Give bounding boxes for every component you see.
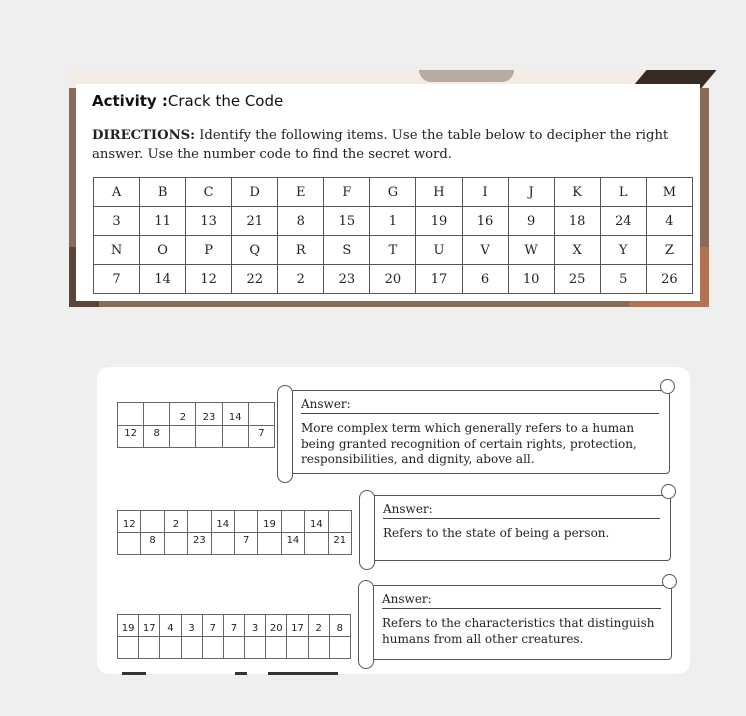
puzzle-grid-cell[interactable]: 12 [118, 425, 144, 448]
puzzle-grid-cell[interactable]: 7 [234, 533, 257, 555]
cipher-number-cell: 12 [186, 265, 232, 294]
puzzle-grid-cell[interactable]: 19 [118, 615, 139, 637]
cipher-number-cell: 17 [416, 265, 462, 294]
cipher-number-row [94, 265, 693, 294]
puzzle-grid-cell[interactable] [170, 425, 196, 448]
cipher-number-cell: 6 [462, 265, 508, 294]
cipher-number-cell: 14 [140, 265, 186, 294]
puzzle-2-clue: Refers to the state of being a person. [383, 526, 610, 540]
cipher-letter-cell: V [462, 236, 508, 265]
puzzle-grid-cell[interactable]: 19 [258, 511, 281, 533]
puzzle-grid-cell[interactable] [328, 511, 351, 533]
cipher-number-cell: 20 [370, 265, 416, 294]
cipher-letter-cell: E [278, 178, 324, 207]
cipher-letter-cell: M [646, 178, 692, 207]
cipher-number-cell: 15 [324, 207, 370, 236]
puzzle-1-scroll [284, 390, 670, 474]
activity-title [92, 92, 283, 110]
puzzle-grid-cell[interactable] [141, 511, 164, 533]
cipher-number-cell: 10 [508, 265, 554, 294]
cipher-number-cell: 13 [186, 207, 232, 236]
cipher-number-cell: 11 [140, 207, 186, 236]
puzzle-grid-row [118, 403, 275, 426]
cipher-letter-cell: W [508, 236, 554, 265]
cipher-number-cell: 3 [94, 207, 140, 236]
puzzle-grid-cell[interactable]: 3 [245, 615, 266, 637]
puzzle-grid-cell[interactable]: 14 [305, 511, 328, 533]
puzzle-grid-cell[interactable] [139, 637, 160, 659]
cipher-letter-cell: S [324, 236, 370, 265]
cipher-number-cell: 22 [232, 265, 278, 294]
puzzle-grid-cell[interactable]: 14 [281, 533, 304, 555]
puzzle-grid-row [118, 511, 352, 533]
cipher-number-cell: 23 [324, 265, 370, 294]
cipher-letter-cell: Z [646, 236, 692, 265]
puzzle-grid-cell[interactable]: 2 [170, 403, 196, 426]
puzzle-grid-cell[interactable] [118, 533, 141, 555]
cipher-number-cell: 8 [278, 207, 324, 236]
cipher-letter-cell: T [370, 236, 416, 265]
puzzle-grid-cell[interactable] [287, 637, 308, 659]
puzzle-grid-cell[interactable] [266, 637, 287, 659]
background-fragment [235, 672, 247, 675]
cipher-number-cell: 24 [600, 207, 646, 236]
puzzle-grid-cell[interactable]: 8 [144, 425, 170, 448]
cipher-letter-cell: F [324, 178, 370, 207]
puzzle-grid-cell[interactable]: 7 [248, 425, 274, 448]
cipher-letter-cell: N [94, 236, 140, 265]
cipher-number-cell: 4 [646, 207, 692, 236]
puzzle-3-answer-line[interactable] [382, 608, 661, 609]
cipher-letter-cell: Q [232, 236, 278, 265]
puzzle-1-grid [117, 402, 275, 448]
scroll-curl-icon [661, 484, 676, 499]
puzzle-grid-cell[interactable] [248, 403, 274, 426]
puzzle-grid-cell[interactable] [258, 533, 281, 555]
puzzle-grid-cell[interactable] [245, 637, 266, 659]
puzzle-grid-cell[interactable]: 20 [266, 615, 287, 637]
puzzle-grid-cell[interactable]: 8 [141, 533, 164, 555]
puzzle-2-answer-label: Answer: [383, 502, 433, 516]
puzzle-grid-cell[interactable]: 14 [222, 403, 248, 426]
cipher-number-cell: 1 [370, 207, 416, 236]
scroll-curl-icon [660, 379, 675, 394]
puzzle-grid-cell[interactable]: 4 [160, 615, 181, 637]
puzzle-grid-row [118, 637, 351, 659]
puzzle-3-grid [117, 614, 351, 659]
puzzle-grid-cell[interactable] [281, 511, 304, 533]
puzzle-grid-cell[interactable] [164, 533, 187, 555]
puzzle-grid-cell[interactable]: 7 [223, 615, 244, 637]
puzzle-grid-cell[interactable]: 8 [329, 615, 350, 637]
puzzle-grid-cell[interactable] [234, 511, 257, 533]
cipher-letter-cell: K [554, 178, 600, 207]
cipher-letter-cell: A [94, 178, 140, 207]
puzzle-grid-cell[interactable] [181, 637, 202, 659]
cipher-number-cell: 7 [94, 265, 140, 294]
puzzle-grid-row [118, 533, 352, 555]
puzzle-grid-cell[interactable]: 3 [181, 615, 202, 637]
cipher-letter-cell: Y [600, 236, 646, 265]
cipher-letter-cell: G [370, 178, 416, 207]
puzzle-grid-cell[interactable] [223, 637, 244, 659]
puzzle-2-scroll [366, 495, 671, 561]
puzzle-grid-cell[interactable] [160, 637, 181, 659]
cipher-number-cell: 9 [508, 207, 554, 236]
cipher-number-cell: 18 [554, 207, 600, 236]
cipher-letter-cell: D [232, 178, 278, 207]
puzzle-grid-cell[interactable] [144, 403, 170, 426]
puzzle-grid-cell[interactable] [196, 425, 222, 448]
cipher-number-cell: 2 [278, 265, 324, 294]
puzzle-2-answer-line[interactable] [383, 518, 660, 519]
cipher-letter-cell: U [416, 236, 462, 265]
cipher-letter-cell: J [508, 178, 554, 207]
cipher-letter-cell: O [140, 236, 186, 265]
puzzle-3-scroll [365, 585, 672, 660]
directions-body: Identify the following items. Use the table below to decipher the right answer. Use the number code to find the secret word. [92, 128, 669, 162]
puzzle-grid-row [118, 615, 351, 637]
cipher-letter-cell: L [600, 178, 646, 207]
cipher-letter-cell: B [140, 178, 186, 207]
cipher-letter-row [94, 236, 693, 265]
puzzle-3-answer-label: Answer: [382, 592, 432, 606]
puzzle-grid-cell[interactable]: 7 [202, 615, 223, 637]
puzzle-1-clue: More complex term which generally refers to a human being granted recognition of certain rights, protection, responsibilities, and dignity, above all. [301, 421, 637, 466]
puzzle-grid-cell[interactable]: 12 [118, 511, 141, 533]
puzzle-2-grid [117, 510, 352, 555]
puzzle-grid-cell[interactable] [305, 533, 328, 555]
puzzle-grid-row [118, 425, 275, 448]
cipher-letter-cell: H [416, 178, 462, 207]
directions-label: DIRECTIONS: [92, 128, 196, 143]
puzzle-grid-cell[interactable]: 14 [211, 511, 234, 533]
puzzle-grid-cell[interactable]: 2 [164, 511, 187, 533]
scroll-curl-icon [358, 580, 374, 669]
puzzle-grid-cell[interactable] [329, 637, 350, 659]
cipher-letter-cell: P [186, 236, 232, 265]
puzzle-grid-cell[interactable] [308, 637, 329, 659]
cipher-table [93, 177, 693, 294]
cipher-number-cell: 5 [600, 265, 646, 294]
puzzle-grid-cell[interactable]: 23 [196, 403, 222, 426]
scroll-curl-icon [662, 574, 677, 589]
cipher-letter-cell: R [278, 236, 324, 265]
cipher-letter-cell: I [462, 178, 508, 207]
cipher-letter-cell: C [186, 178, 232, 207]
puzzle-grid-cell[interactable] [118, 637, 139, 659]
puzzle-grid-cell[interactable]: 17 [139, 615, 160, 637]
activity-card [76, 84, 700, 301]
puzzle-grid-cell[interactable]: 17 [287, 615, 308, 637]
background-fragment [268, 672, 338, 675]
cipher-number-cell: 25 [554, 265, 600, 294]
puzzle-grid-cell[interactable] [188, 511, 211, 533]
cipher-number-cell: 19 [416, 207, 462, 236]
puzzle-1-answer-line[interactable] [301, 413, 659, 414]
background-fragment [122, 672, 146, 675]
activity-title-label: Activity : [92, 92, 168, 110]
puzzle-grid-cell[interactable]: 21 [328, 533, 351, 555]
puzzle-grid-cell[interactable] [222, 425, 248, 448]
activity-title-name: Crack the Code [167, 92, 284, 110]
cipher-number-cell: 21 [232, 207, 278, 236]
puzzle-grid-cell[interactable] [118, 403, 144, 426]
directions-text [92, 126, 696, 164]
cipher-letter-row [94, 178, 693, 207]
cipher-number-cell: 16 [462, 207, 508, 236]
scroll-curl-icon [277, 385, 293, 483]
puzzle-grid-cell[interactable]: 23 [188, 533, 211, 555]
cipher-letter-cell: X [554, 236, 600, 265]
puzzle-1-answer-label: Answer: [301, 397, 351, 411]
scroll-curl-icon [359, 490, 375, 570]
puzzle-grid-cell[interactable]: 2 [308, 615, 329, 637]
cipher-number-cell: 26 [646, 265, 692, 294]
frame-decoration [419, 70, 514, 82]
puzzle-grid-cell[interactable] [202, 637, 223, 659]
puzzle-grid-cell[interactable] [211, 533, 234, 555]
puzzle-3-clue: Refers to the characteristics that distinguish humans from all other creatures. [382, 616, 655, 646]
cipher-number-row [94, 207, 693, 236]
